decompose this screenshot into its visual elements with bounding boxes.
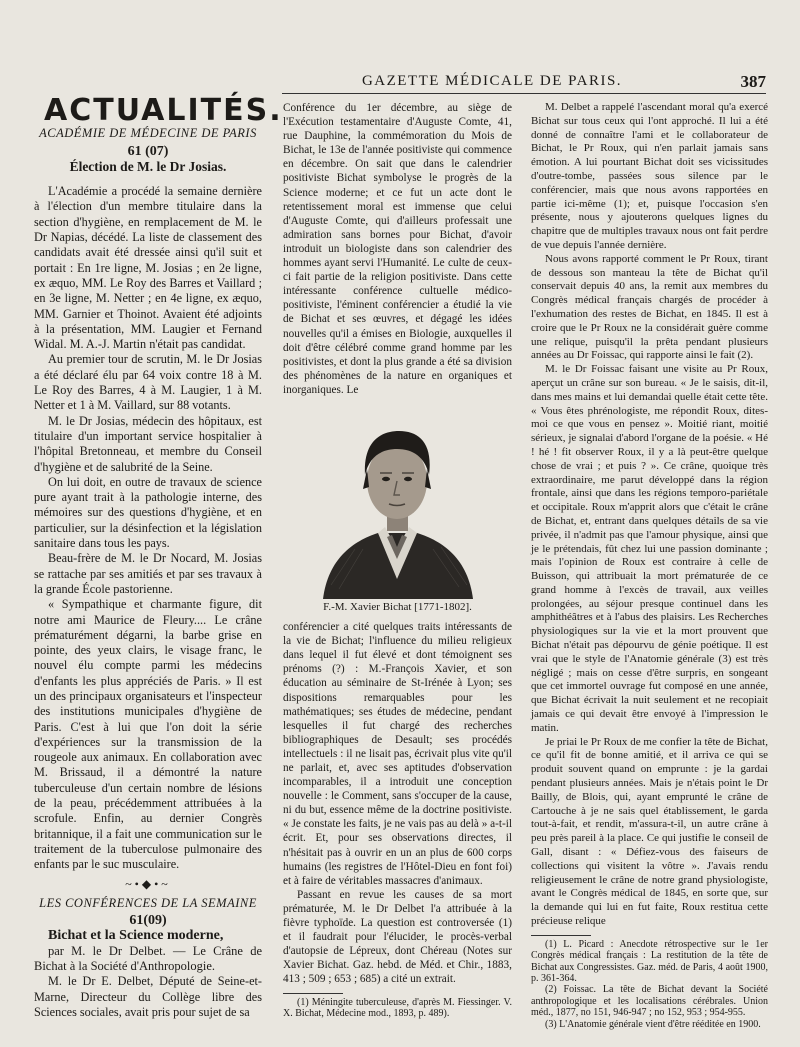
article-byline: par M. le Dr Delbet. — Le Crâne de Bichat à la Société d'Anthropologie. — [34, 943, 262, 974]
paragraph: M. Delbet a rappelé l'ascendant moral qu'a exercé Bichat sur tous ceux qui l'ont approché. Il lui a été donné de connaître l'ami et le collaborateur de Bichat, le Pr Roux, qui n'en parlait jamais sans émotion. A lui pourtant Bichat doit ses vicissitudes d'outre-tombe, passées sous silence par le conférencier, mais que nous avons rapportées en partie ici-même (1); et, puisque l'occasion s'en présente, nous y ajouterons quelques lignes du chapitre que de multiples travaux nous ont fait perdre de vue depuis l'année dernière. — [531, 101, 768, 251]
column-1 — [34, 93, 283, 1020]
header-rule — [282, 93, 766, 94]
footnote: (1) Méningite tuberculeuse, d'après M. Fiessinger. V. X. Bichat, Médecine mod., 1893, p. 489). — [283, 996, 512, 1019]
paragraph: Au premier tour de scrutin, M. le Dr Josias a été déclaré élu par 64 voix contre 18 à M. Le Roy des Barres, 4 à M. Laugier, 1 à M. Netter et 1 à M. Vaillard, sur 88 votants. — [34, 352, 262, 413]
footnote: (3) L'Anatomie générale vient d'être rééditée en 1900. — [545, 1018, 761, 1030]
bichat-portrait — [283, 409, 512, 599]
paragraph: conférencier a cité quelques traits intéressants de la vie de Bichat; l'influence du milieu religieux dans lequel il fut élevé et dont témoignent ses prénoms (?) : M.-François Xavier, et son éducation au séminaire de St-Irénée à Lyon; ses dispositions remarquables pour les mathématiques; ses études de médecine, pendant lesquelles il fut chargé des recherches bibliographiques de Desault; ses procédés intellectuels : il ne lisait pas, écrivait plus vite qu'il ne parlait, et, avec ses aptitudes d'observation incomparables, il a introduit une conception nouvelle : le Comment, sans s'occuper de la cause, ni du but, essence même de la doctrine positiviste. « Je constate les faits, je ne vais pas au delà » a-t-il écrit. Et, pour ses observations directes, il n'hésitait pas à ouvrir en un an plus de 600 corps humains (les registres de l'Hôtel-Dieu en font foi) et à faire de véritables massacres d'animaux. — [283, 621, 512, 887]
footnotes — [531, 935, 768, 1030]
paragraph: Conférence du 1er décembre, au siège de l'Exécution testamentaire d'Auguste Comte, 41, rue Dauphine, la commémoration du Mois de Bichat, le 13e de l'année positiviste qui commence en décembre. On sait que dans le calendrier positiviste Bichat symbolyse le progrès de la Science moderne; et ce fut un acte dont le retentissement moral est immense que celui d'Auguste Comte, qui d'ailleurs professait une admiration sans bornes pour Bichat, d'avoir introduit un biologiste dans son calendrier des hommes ayant servi l'Humanité. Le culte de ceux-ci fait partie de la religion positiviste. Dans cette intéressante conférence cultuelle médico-positiviste, l'éminent conférencier a étudié la vie de Bichat et ses œuvres, et dégagé les idées nouvelles qu'il a émises en Biologie, auxquelles il doit d'être célébré comme grand homme par les positivistes, et dont la plus grande a été sa division des phénomènes de la nature en organiques et inorganiques. Le — [283, 102, 512, 396]
paragraph: On lui doit, en outre de travaux de science pure ayant trait à la pathologie interne, des mémoires sur des questions d'hygiène, et en particulier, sur la désinfection et la législation sanitaire dans tous les pays. — [34, 474, 262, 551]
actualites-logo: ACTUALITÉS. — [44, 93, 283, 128]
paragraph: Passant en revue les causes de sa mort prématurée, M. le Dr Delbet l'a attribuée à la fièvre typhoïde. La question est controversée (1) et il faudrait pour l'élucider, le procès-verbal d'autopsie de Lépreux, dont Chéreau (Notes sur Xavier Bichat. Gaz. hebd. de Méd. et Chir., 1883, 413 ; 509 ; 653 ; 685) a cité un extrait. — [283, 888, 512, 986]
article-title-josias: Élection de M. le Dr Josias. — [69, 158, 227, 174]
column-2 — [283, 101, 512, 1019]
column-3 — [531, 101, 768, 1030]
paragraph: Beau-frère de M. le Dr Nocard, M. Josias se rattache par ses amitiés et par ses travaux à la grande École pastorienne. — [34, 551, 262, 596]
paragraph: M. le Dr Foissac faisant une visite au Pr Roux, aperçut un crâne sur son bureau. « Je le saisis, dit-il, dans mes mains et lui demandai quelle était cette tête. « Vous êtes phrénologiste, me répondit Roux, dites-moi ce que vous en pensez ». Moitié riant, moitié sérieux, je signalai d'abord l'organe de la poésie. « Hé ! hé ! fit observer Roux, il y a là peut-être quelque chose de vrai ; et puis ? ». Ce crâne, quoique très extraordinaire, me parut développé dans la région frontale, ainsi que dans les régions temporo-pariétale et occipitale. Roux m'apprit alors que c'était le crâne de Bichat, et, entrant dans quelques détails de sa vie privée, il n'admit pas que l'amour physique, ainsi que je le prétendais, fût chez lui une passion dominante ; mais l'opinion de Roux est contraire à celle de Buisson, qui attribuait la mort prématurée de ce grand homme à l'excès de travail, aux veilles prolongées, au séjour presque continuel dans les amphithéâtres et à l'abus des plaisirs. Les Recherches physiologiques sur la vie et la mort prouvent que Bichat n'était pas dépourvu de génie poétique. Il est vrai que le style de l'Anatomie générale (3) est très négligé ; mais on cesse d'être surpris, en songeant que cet immortel ouvrage fut composé en une année, que Bichat écrivait la nuit seulement et ne recopiait jamais ce qui devait être envoyé à l'impression le matin. — [531, 363, 768, 734]
article-title-bichat: Bichat et la Science moderne, — [48, 928, 224, 944]
footnote: (2) Foissac. La tête de Bichat devant la Société anthropologique et les localisations cérébrales. Union méd., 1877, no 151, 946-947 ; no 152, 953 ; 954-955. — [531, 984, 768, 1019]
footnote-rule — [283, 993, 343, 994]
page-number: 387 — [740, 72, 766, 91]
ornament-divider: ~•◆•~ — [125, 876, 171, 891]
paragraph: M. le Dr E. Delbet, Député de Seine-et-Marne, Directeur du Collège libre des Sciences sociales, avait pris pour sujet de sa — [34, 974, 262, 1019]
running-header — [282, 73, 766, 93]
paragraph: « Sympathique et charmante figure, dit notre ami Maurice de Fleury.... Le crâne prématurément dégarni, la barbe grise en pointe, des yeux clairs, le visage franc, le nouvel élu compte parmi les médecins d'enfants les plus appréciés de Paris. » Il est un des principaux organisateurs et l'inspecteur des institutions municipales d'hygiène de Paris. C'est à lui que l'on doit la série d'expériences sur la transmission de la rougeole aux animaux. En collaboration avec M. Brissaud, il a démontré la nature tuberculeuse d'un certain nombre de lésions de la peau, précédemment attribuées à la scrofule. Enfin, au dernier Congrès britannique, il a fait une communication sur le traitement de la tuberculose pulmonaire des enfants par le suc musculaire. — [34, 597, 262, 872]
journal-title: GAZETTE MÉDICALE DE PARIS. — [361, 73, 623, 89]
section-heading-conferences: LES CONFÉRENCES DE LA SEMAINE — [39, 895, 257, 910]
paragraph: M. le Dr Josias, médecin des hôpitaux, est titulaire d'un important service hospitalier à l'hôpital Bretonneau, et membre du Conseil d'hygiène et de salubrité de la Seine. — [34, 413, 262, 474]
paragraph: Je priai le Pr Roux de me confier la tête de Bichat, ce qu'il fit de bonne amitié, et il arriva ce qui se produit souvent quand on emprunte : je la gardai pendant plusieurs années. Mais je n'étais point le Dr Bailly, de Blois, qui, ayant emprunté le crâne de Cartouche à je ne sais quel établissement, le garda tout-à-fait, et rendit, m'assura-t-il, un autre crâne à peu près pareil à la place. Ce qui justifie le conseil de Gall, disant : « Défiez-vous des faiseurs de collections qui visitent la vôtre ». J'avais rendu religieusement le crâne de notre grand physiologiste, avant le Congrès médical de 1845, en sorte que, sur la demande qui lui en fut faite, Roux restitua cette précieuse relique — [531, 735, 768, 928]
article-number: 61(09) — [129, 913, 167, 929]
footnote-rule — [531, 935, 591, 936]
article-number: 61 (07) — [127, 143, 169, 159]
section-heading-academie: ACADÉMIE DE MÉDECINE DE PARIS — [39, 126, 257, 141]
paragraph: Nous avons rapporté comment le Pr Roux, tirant de dessous son manteau la tête de Bichat qu'il conservait depuis 40 ans, la remit aux membres du Congrès médical français chargés de procéder à l'exhumation des restes de Bichat, en 1845. Il est à croire que le Pr Roux ne la considérait guère comme une relique, puisqu'il la prêta pendant plusieurs années au Dr Foissac, qui rapporte ainsi le fait (2). — [531, 252, 768, 362]
portrait-caption: F.-M. Xavier Bichat [1771-1802]. — [323, 600, 472, 613]
paragraph: L'Académie a procédé la semaine dernière à l'élection d'un membre titulaire dans la section d'hygiène, en remplacement de M. le Dr Napias, décédé. La liste de classement des candidats avait été dressée ainsi qu'il suit et portait : En 1re ligne, M. Josias ; en 2e ligne, ex æquo, MM. Le Roy des Barres et Vaillard ; en 3e ligne, M. Netter ; en 4e ligne, ex æquo, MM. Garnier et Thoinot. Avaient été adjoints à la présentation, MM. Laugier et Fernand Widal. M. A.-J. Martin n'était pas candidat. — [34, 184, 262, 352]
footnote: (1) L. Picard : Anecdote rétrospective sur le 1er Congrès médical français : La restitution de la tête de Bichat aux Congressistes. Gaz. méd. de Paris, 4 août 1900, p. 361-364. — [531, 938, 768, 985]
